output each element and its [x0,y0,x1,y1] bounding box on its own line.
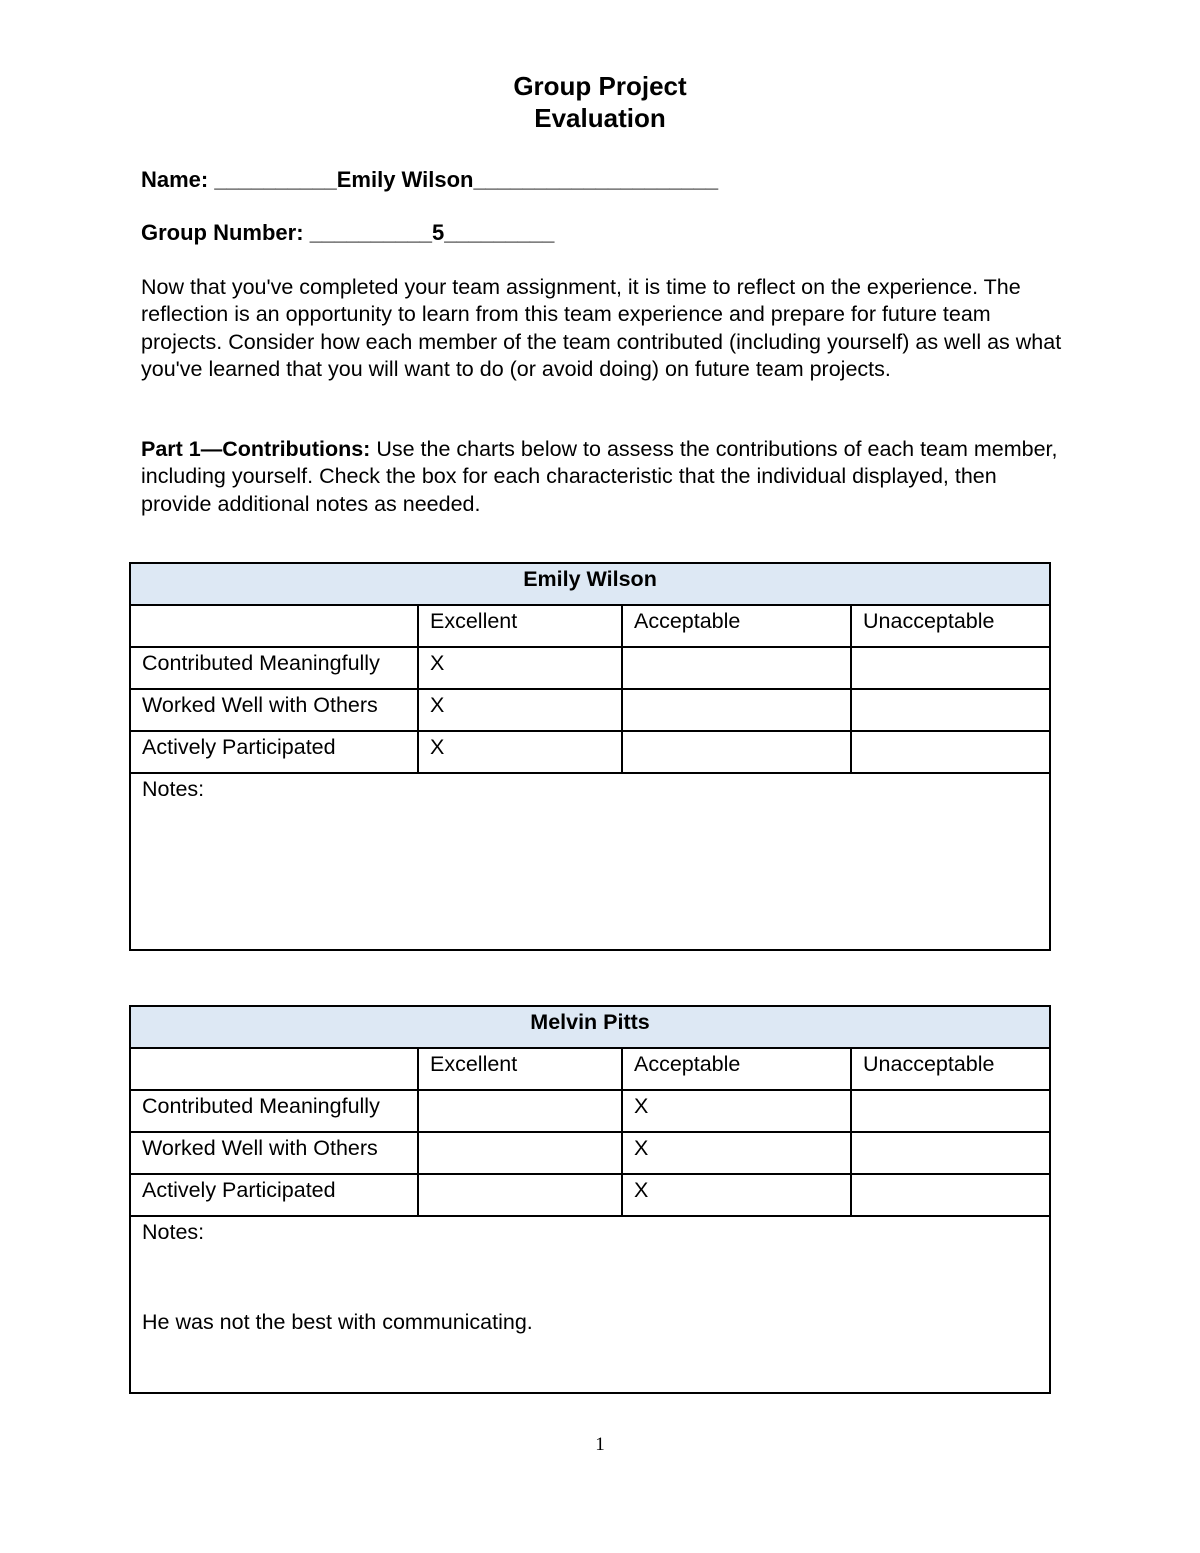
document-subtitle: Evaluation [534,103,666,133]
table-row [130,647,1050,689]
rating-cell-acceptable[interactable]: X [622,1090,851,1132]
empty-header-cell [130,605,418,647]
rating-cell-excellent[interactable] [418,1132,622,1174]
rating-cell-acceptable[interactable]: X [622,1132,851,1174]
row-label: Worked Well with Others [130,689,418,731]
column-header-excellent: Excellent [418,605,622,647]
column-header-excellent: Excellent [418,1048,622,1090]
row-label: Actively Participated [130,1174,418,1216]
group-number-label: Group Number: [141,220,304,245]
table-row [130,731,1050,773]
rating-cell-acceptable[interactable] [622,647,851,689]
column-header-unacceptable: Unacceptable [851,605,1050,647]
table-row [130,1132,1050,1174]
group-number-field[interactable] [141,219,554,247]
table-row [130,1174,1050,1216]
column-header-unacceptable: Unacceptable [851,1048,1050,1090]
rating-cell-acceptable[interactable] [622,689,851,731]
evaluation-table-emily-wilson [129,562,1051,951]
part1-text: Use the charts below to assess the contributions of each team member, including yourself. Check the box for each characteristic that the individual displayed, then provide additional notes as needed. [141,437,1058,516]
part1-heading: Part 1—Contributions: [141,437,371,461]
notes-label: Notes: [142,777,205,801]
row-label: Contributed Meaningfully [130,647,418,689]
rating-cell-excellent[interactable]: X [418,647,622,689]
header-row [130,1048,1050,1090]
table-row [130,689,1050,731]
name-label: Name: [141,167,209,192]
empty-header-cell [130,1048,418,1090]
page-number: 1 [595,1434,605,1455]
name-value[interactable]: __________Emily Wilson____________________ [214,167,719,192]
name-field[interactable] [141,166,718,194]
rating-cell-unacceptable[interactable] [851,689,1050,731]
document-title: Group Project [513,71,687,101]
member-name: Emily Wilson [130,563,1050,605]
intro-paragraph: Now that you've completed your team assignment, it is time to reflect on the experience. The reflection is an opportunity to learn from this team experience and prepare for future team projects. Consider how each member of the team contributed (including yourself) as well as what you've learned that you will want to do (or avoid doing) on future team projects. [141,275,1062,381]
row-label: Worked Well with Others [130,1132,418,1174]
rating-cell-unacceptable[interactable] [851,647,1050,689]
notes-label: Notes: [142,1220,205,1244]
notes-cell[interactable] [130,1216,1050,1393]
rating-cell-unacceptable[interactable] [851,1132,1050,1174]
rating-cell-excellent[interactable] [418,1174,622,1216]
rating-cell-excellent[interactable]: X [418,731,622,773]
rating-cell-excellent[interactable] [418,1090,622,1132]
row-label: Actively Participated [130,731,418,773]
member-name: Melvin Pitts [130,1006,1050,1048]
part1-paragraph [141,436,1071,518]
notes-text: He was not the best with communicating. [142,1310,533,1334]
column-header-acceptable: Acceptable [622,1048,851,1090]
rating-cell-unacceptable[interactable] [851,1090,1050,1132]
evaluation-table-melvin-pitts [129,1005,1051,1394]
rating-cell-acceptable[interactable] [622,731,851,773]
rating-cell-acceptable[interactable]: X [622,1174,851,1216]
rating-cell-unacceptable[interactable] [851,731,1050,773]
group-number-value[interactable]: __________5_________ [309,220,555,245]
header-row [130,605,1050,647]
rating-cell-excellent[interactable]: X [418,689,622,731]
row-label: Contributed Meaningfully [130,1090,418,1132]
column-header-acceptable: Acceptable [622,605,851,647]
notes-cell[interactable] [130,773,1050,950]
rating-cell-unacceptable[interactable] [851,1174,1050,1216]
table-row [130,1090,1050,1132]
